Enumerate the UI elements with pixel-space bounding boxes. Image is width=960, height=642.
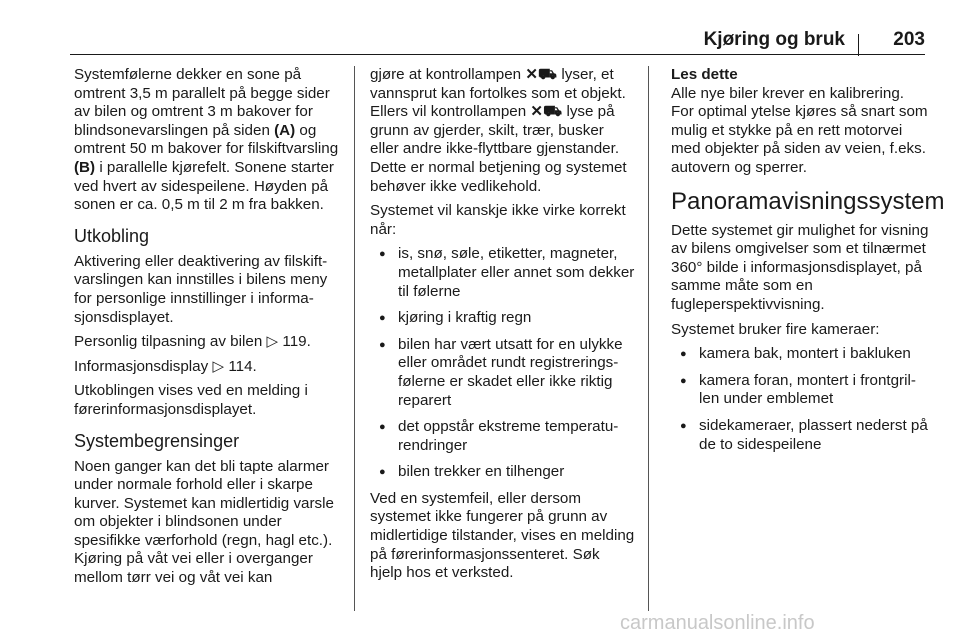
list-item: ● kamera foran, montert i frontgrillen under emblemet — [671, 372, 930, 409]
watermark: carmanualsonline.info — [620, 612, 815, 634]
camera-list — [671, 345, 930, 454]
text: lyse på grunn av gjerder, skilt, trær, busker eller andre ikke-flyttbare gjenstander. Dette er normal betjening og systemet behøver ikke vedlikehold. — [370, 103, 627, 195]
list-item: ● is, snø, søle, etiketter, magneter, metallplater eller annet som dekker til følerne — [370, 245, 635, 301]
column-3 — [671, 66, 945, 462]
text: gjøre at kontrollampen — [370, 66, 526, 83]
list-item: ● bilen har vært utsatt for en ulykke eller området rundt registreringsfølerne er skadet eller ikke riktig reparert — [370, 336, 635, 410]
cross-reference: Personlig tilpasning av bilen ▷ 119. — [74, 333, 311, 351]
paragraph — [370, 66, 635, 196]
list-item: ● sidekameraer, plassert nederst på de to sidespeilene — [671, 417, 930, 454]
header-divider — [858, 34, 860, 56]
column-2 — [370, 66, 635, 589]
blind-spot-warning-icon: ✕⛟ — [525, 66, 558, 83]
page-number: 203 — [893, 29, 925, 50]
paragraph: Systemet bruker fire kameraer: — [671, 320, 880, 338]
list-item: ● kamera bak, montert i bakluken — [671, 345, 930, 364]
blind-spot-warning-icon: ✕⛟ — [530, 103, 563, 121]
cross-reference: Informasjonsdisplay ▷ 114. — [74, 357, 257, 375]
note-title: Les dette — [671, 66, 738, 83]
column-divider — [354, 66, 355, 611]
paragraph: Ved en systemfeil, eller dersom systemet ikke fungerer på grunn av midlertidige tilstander, vises en melding på førerinformasjonssenteret. Søk hjelp hos et verksted. — [370, 489, 635, 582]
column-1 — [74, 66, 344, 594]
list-item: ● bilen trekker en tilhenger — [370, 463, 635, 482]
list-item: ● kjøring i kraftig regn — [370, 309, 635, 328]
paragraph: Noen ganger kan det bli tapte alarmer under normale forhold eller i skarpe kurver. Systemet kan midlertidig varsle om objekter i blindsonen under spesifikke værforhold (regn, hagl etc.). Kjøring på våt vei eller i overganger mellom tørr vei og våt vei kan — [74, 457, 334, 587]
paragraph: Dette systemet gir mulighet for visning av bilens omgivelser som et tilnærmet 360° bilde i informasjonsdisplayet, på samme måte som en fugleperspektivvisning. — [671, 221, 929, 313]
column-divider — [648, 66, 649, 611]
note-text: Alle nye biler krever en kalibrering. For optimal ytelse kjøres så snart som mulig et stykke på en rett motorvei med objekter på siden av veien, f.eks. autovern og sperrer. — [671, 84, 928, 176]
label-a: (A) — [274, 121, 296, 139]
text: lyser, et vannsprut kan fortolkes som et objekt. Ellers vil kontrollampen — [370, 66, 626, 121]
limitations-list — [370, 245, 635, 482]
note-box — [671, 66, 930, 178]
paragraph — [74, 66, 344, 215]
heading-utkobling: Utkobling — [74, 225, 150, 246]
section-title: Kjøring og bruk — [703, 29, 845, 50]
paragraph: Utkoblingen vises ved en melding i førerinformasjonsdisplayet. — [74, 382, 308, 418]
heading-systembegrensinger: Systembegrensinger — [74, 430, 240, 451]
text: og omtrent 50 m bakover for filskiftvarsling — [74, 121, 339, 158]
text: i parallelle kjørefelt. Sonene starter ved hvert av sidespeilene. Høyden på sonen er ca. 0,5 m til 2 m fra bakken. — [74, 158, 334, 214]
paragraph: Aktivering eller deaktivering av filskiftvarslingen kan innstilles i bilens meny for personlige innstillinger i informasjonsdisplayet. — [74, 252, 328, 326]
label-b: (B) — [74, 158, 96, 176]
page-header — [70, 26, 925, 55]
heading-panoramavisningssystem: Panoramavisningssystem — [671, 187, 945, 215]
paragraph: Systemet vil kanskje ikke virke korrekt når: — [370, 202, 626, 238]
text: Systemfølerne dekker en sone på omtrent 3,5 m parallelt på begge sider av bilen og omtrent 3 m bakover for blindsonevarslingen på siden — [74, 66, 330, 139]
list-item: ● det oppstår ekstreme temperaturendringer — [370, 418, 635, 455]
